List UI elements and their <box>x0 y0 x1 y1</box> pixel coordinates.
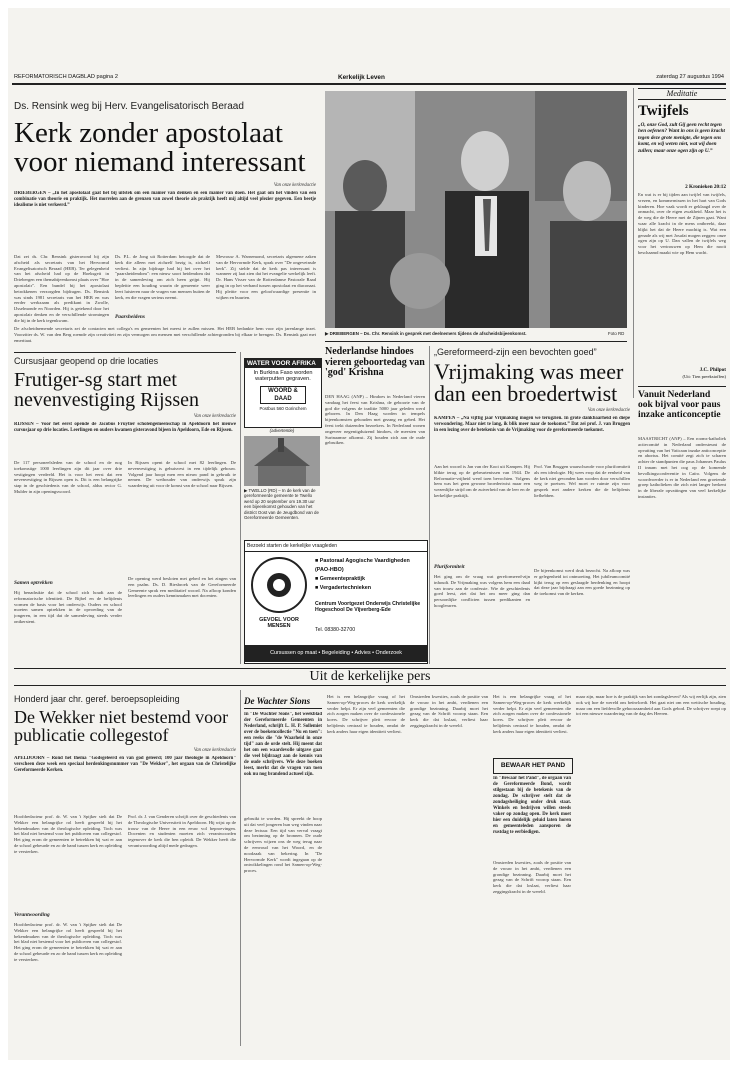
kerkpers-col-5a: Het is een belangrijke vraag of het Samen-op-Weg-proces de kerk werkelijk verder helpt. Er zijn veel gemeenten die zich zorgen maken over de confessionele koers. De schrijver pleit ervoor de belijdenis centraal te houden, omdat de kerk anders haar eigen identiteit verliest. <box>493 694 571 734</box>
frutiger-col-4: De opening werd besloten met gebed en het zingen van een psalm. Ds. D. Biesbroek van de Gereformeerde Gemeente sprak een meditatief woord. Na afloop konden leerlingen en ouders kennismaken met docenten. <box>128 576 236 599</box>
masthead-rule <box>12 83 726 85</box>
wekker-byline: Van onze kerkredactie <box>193 748 236 753</box>
kerkpers-title: Uit de kerkelijke pers <box>309 669 431 684</box>
wekker-intro: APELDOORN – Rond het thema "Godsgeleerd en van god geleerd; 100 jaar theologie in Apeldoorn" verscheen deze week een speciaal herdenkingsnummer van "De Wekker", het orgaan van de Christelijke Gereformeerde Kerken. <box>14 756 236 773</box>
vrijmaking-subhead: Pluriformiteit <box>434 564 465 570</box>
ad-water <box>244 358 322 428</box>
ad-gevoel-items <box>315 557 423 593</box>
meditatie-author-note: (Uit: Tien preekstoffen) <box>682 374 726 379</box>
vrijmaking-byline: Van onze kerkredactie <box>587 408 630 413</box>
lead-byline: Van onze kerkredactie <box>273 183 316 188</box>
twello-photo <box>244 436 320 486</box>
twello-scene <box>244 436 320 486</box>
ad-gevoel-phone: Tel. 08380-32700 <box>315 627 356 633</box>
ad-gevoel-item-1: ■ Pastoraal Agogische Vaardigheden (PAO-HBO) <box>315 558 410 573</box>
frutiger-intro: RIJSSEN – Voor het eerst opende de Jacobus Fruytier scholengemeenschap in Apeldoorn het nieuwe cursusjaar op drie locaties. Leerlingen en ouders kwamen gisteravond bijeen in Apeldoorn, Ede en Rijssen. <box>14 422 236 433</box>
middle-rule <box>325 341 627 342</box>
vrijmaking-headline: Vrijmaking was meer dan een broedertwist <box>434 359 624 406</box>
kerkpers-col-2: gebruikt te worden. Hij spreekt de hoop uit dat veel jongeren hun weg vinden naar deze lectuur. Een tijd van verval vraagt om bezinning op de bronnen. De oude schrijvers wijzen ons de weg terug naar de eenvoud van het Woord, en de noodzaak van bekering. In "De Hervormde Kerk" wordt ingegaan op de ontwikkelingen rond het Samen-op-Weg-proces. <box>244 816 322 874</box>
paper-name: REFORMATORISCH DAGBLAD pagina 2 <box>14 74 118 80</box>
issue-date: zaterdag 27 augustus 1994 <box>656 74 724 80</box>
meditatie-author: J.C. Philpot <box>699 367 726 373</box>
frutiger-rule <box>14 352 236 353</box>
frutiger-col-1: De 117 personeelsleden van de school en de nog toekomstige 1000 leerlingen zijn dit jaar over drie vestigingen verdeeld. Het is voor het eerst dat een nevenvestiging in Rijssen open is. Dit is een belangrijke stap in de geschiedenis van de school, aldus rector G. Mulder in zijn openingswoord. <box>14 460 122 494</box>
ad-water-brand: WOORD & DAAD <box>260 386 306 404</box>
wekker-kicker: Honderd jaar chr. geref. beroepsopleiding <box>14 694 180 704</box>
vrijmaking-kicker: „Gereformeerd-zijn een bevochten goed” <box>434 347 597 357</box>
lead-headline: Kerk zonder apostolaat voor niemand interessant <box>14 117 306 178</box>
ad-water-title: WATER VOOR AFRIKA <box>245 359 321 368</box>
ad-gevoel-item-3: ■ Vergadertechnieken <box>315 585 371 591</box>
lead-photo <box>325 91 627 328</box>
kerkpers-col-1: In "De Wachter Sions", het weekblad der Gereformeerde Gemeenten in Nederland, schrijft L. H. P. Sollemiet over de boekencollectie "Nu en toen": een reeks die "de Waarheid in onze tijd" aan de orde stelt. Hij meent dat het om een waardevolle uitgave gaat die veel bijdraagt aan de kennis van de oude schrijvers. Wie deze boeken leest, merkt dat de vragen van toen ook nu nog brandend actueel zijn. <box>244 712 322 777</box>
wekker-col-3: Hoofdredacteur prof. dr. W. van 't Spijker stelt dat De Wekker een belangrijke rol heeft gespeeld bij het bekendmaken van de theologische opleiding. Toch was het blad niet bestemd voor het publiceren van collegestof. Het ging erom de gemeenten te betrekken bij wat er aan de school gebeurde en zo de band tussen kerk en opleiding te versterken. <box>14 922 122 962</box>
hindoes-body: DEN HAAG (ANP) – Hindoes in Nederland vieren vandaag het feest van Krishna, de geboorte van de god die volgens de traditie 5000 jaar geleden werd geboren. In Den Haag worden in tempels bijeenkomsten gehouden met gezang en gebed. Het feest trekt duizenden bezoekers. In Nederland wonen ongeveer negentigduizend hindoes, de meesten van Surinaamse afkomst. Zij houden zich aan de oude gebruiken. <box>325 394 425 446</box>
frutiger-col-3: In Rijssen opent de school met 82 leerlingen. De nevenvestiging is gehuisvest in een tijdelijk gebouw. Volgend jaar hoopt men een nieuw pand in gebruik te nemen. De wethouder van onderwijs sprak zijn waardering uit voor de komst van de school naar Rijssen. <box>128 460 236 489</box>
lead-intro: DRIEBERGEN – „In het apostolaat gaat het bij uitstek om een manier van denken en een manier van doen. Het gaat om het vinden van een combinatie van theorie en praktijk. Het morrelen aan de grenzen van zowel theorie als praktijk heeft mij altijd veel plezier gegeven. Een beetje idealisme is niet verkeerd.” <box>14 191 316 208</box>
vrijmaking-col-2: Het ging om de vraag wat gereformeerd-zijn inhoudt. De Vrijmaking was volgens hem een daad van trouw aan de confessie. Wie de geschiedenis goed leest, ziet dat het om meer ging dan persoonlijke conflicten tussen predikanten en hoogleraren. <box>434 574 530 608</box>
ad-water-subtitle: In Burkina Faso worden waterputten gegraven. <box>253 370 313 382</box>
lead-subhead: Paarsheidens <box>115 314 145 320</box>
wekker-col-2: Prof. dr. J. van Genderen schrijft over de geschiedenis van de Theologische Universiteit in Apeldoorn. Hij wijst op de trouw van de Heere in een eeuw vol beproevingen. Docenten en studenten moeten zich verantwoorden tegenover de kerk die hen opleidt. De Wekker heeft die verantwoording altijd mede gedragen. <box>128 814 236 848</box>
side-story-headline: Vanuit Nederland ook bijval voor paus inzake anticonceptie <box>638 390 721 420</box>
wekker-subhead: Verantwoording <box>14 912 50 918</box>
kerkpers-col-3: Het is een belangrijke vraag of het Samen-op-Weg-proces de kerk werkelijk verder helpt. Er zijn veel gemeenten die zich zorgen maken over de confessionele koers. De schrijver pleit ervoor de belijdenis centraal te houden, omdat de kerk anders haar eigen identiteit verliest. <box>327 694 405 734</box>
frutiger-subhead: Samen optrekken <box>14 580 53 586</box>
ad-water-address: Postbus 560 Gorinchem <box>259 406 307 411</box>
lead-col-3: Mevrouw A. Warnemond, secretaris algemene zaken van de Hervormde Kerk, sprak over "De ongeveinsde kerk". Zij stelde dat de kerk pas interessant is wanneer zij laat zien dat het evangelie werkelijk leeft. Dr. Hans Visser van de Rotterdamse Pastorale Raad ging in op het verband tussen apostolaat en diaconaat. Hij pleitte voor een geloofwaardige presentie in wijken en buurten. <box>216 254 316 300</box>
meditatie-reference: 2 Kronieken 20:12 <box>685 184 726 190</box>
side-story-rule <box>638 386 726 387</box>
wachter-sions-title: De Wachter Sions <box>244 694 322 709</box>
kerkpers-col-5b: Omstreden kwesties, zoals de positie van de vrouw in het ambt, verdienen een grondige bezinning. Daarbij moet het gezag van de Schrift voorop staan. Een kerk die dat loslaat, verliest haar zeggingskracht in de wereld. <box>493 860 571 894</box>
kerkpers-col-6: maar zijn, maar hoe is de praktijk van het zondagsleven? Als wij eerlijk zijn, zien ook wij hoe de wereld ons beïnvloedt. Het gaat niet om een wettische houding, maar om een liefdevolle gehoorzaamheid aan Gods gebod. De schrijver roept op tot een nieuwe waardering van de dag des Heeren. <box>576 694 726 717</box>
hindoes-headline: Nederlandse hindoes vieren geboortedag van 'god' Krishna <box>325 346 425 378</box>
meditatie-label: Meditatie <box>638 88 726 100</box>
frutiger-kicker: Cursusjaar geopend op drie locaties <box>14 356 159 366</box>
meditatie-body: En wat is er bij tijden aan twijfel van twijfels, vrezen, en kommernissen in het hart van Gods kinderen. Hoe vaak wordt er geklaagd over de onmacht, over de eigen zwakheid. Maar het is de weg die de Heere met de Zijnen gaat. Want waar alle kracht in de mens ontbreekt, daar blijkt het dat de Heere machtig is. Wat een genade als wij met Josafat mogen zeggen: onze ogen zijn op U. Dan vallen de twijfels weg voor het vertrouwen op Hem die nooit beschaamd maakt wie op Hem wacht. <box>638 192 726 255</box>
ad-gevoel-item-2: ■ Gemeentepraktijk <box>315 576 366 582</box>
section-name: Kerkelijk Leven <box>338 74 385 81</box>
bewaar-het-pand-title: BEWAAR HET PAND <box>493 758 573 774</box>
ad-gevoel <box>244 540 428 664</box>
newspaper-page <box>8 8 730 1060</box>
frutiger-byline: Van onze kerkredactie <box>193 414 236 419</box>
kerkpers-divider <box>240 690 241 1046</box>
lead-kicker: Ds. Rensink weg bij Herv. Evangelisatorisch Beraad <box>14 101 244 112</box>
twello-caption: ▶ TWELLO (RD) – In de kerk van de gereformeerde gemeente te Twello werd op 20 september om 19.30 uur een bijeenkomst gehouden van het district Oost van de Jeugdbond van de Gereformeerde Gemeenten. <box>244 488 319 521</box>
lead-col-4: De afscheidnemende secretaris zei de contacten met collega's en gemeenten het meest te zullen missen. Het HEB bedankte hem voor zijn jarenlange inzet. Voorzitter ds. W. van den Berg roemde zijn creativiteit en zijn vermogen om mensen met verschillende achtergronden bij elkaar te brengen. Ds. Rensink gaat met emeritaat. <box>14 326 316 343</box>
vrijmaking-intro: KAMPEN – „Na vijftig jaar Vrijmaking mogen we terugzien. In grote dankbaarheid en diepe verwondering. Maar niet te lang, ik blik meer naar de toekomst.” Dat zei prof. J. van Bruggen in een lezing over de betekenis van de Vrijmaking voor de gereformeerde toekomst. <box>434 416 630 433</box>
ad-gevoel-footer: Cursussen op maat • Begeleiding • Advies • Onderzoek <box>245 645 427 662</box>
lead-photo-caption: ▶ DRIEBERGEN – Ds. Chr. Rensink in gesprek met deelnemers tijdens de afscheidsbijeenkomst. <box>325 331 527 336</box>
lead-photo-credit: Foto RD <box>608 331 625 336</box>
ads-divider <box>240 352 241 664</box>
vrijmaking-col-3: Prof. Van Bruggen waarschuwde voor pluriformiteit als een ideologie. Hij wees erop dat de eenheid van de kerk niet gevonden kan worden door verschillen weg te poetsen. Wel moet er ruimte zijn voor gesprek met andere kerken die de belijdenis liefhebben. <box>534 464 630 498</box>
photo-scene <box>325 91 627 328</box>
side-story-body: MAASTRICHT (ANP) – Een rooms-katholiek actiecomité in Nederland ondersteunt de opvatting van het Vaticaan inzake anticonceptie en abortus. Het comité zegt zich te scharen achter de standpunten die paus Johannes Paulus II innam met het oog op de komende bevolkingsconferentie in Caïro. Volgens de woordvoerder is er in Nederland een groeiende groep katholieken die zich niet langer herkent in de liberale opvattingen van veel kerkelijke instanties. <box>638 436 726 499</box>
gevoel-logo-icon <box>249 555 309 615</box>
ad-gevoel-ring: GEVOEL VOOR MENSEN <box>259 617 299 629</box>
frutiger-col-2: Hij benadrukte dat de school zich houdt aan de reformatorische identiteit. De Bijbel en de belijdenis vormen de basis voor het onderwijs. Ouders en school moeten samen optrekken in de opvoeding van de jongeren, in een tijd dat de samenleving steeds verder ontkerstent. <box>14 590 122 624</box>
meditatie-title: Twijfels <box>638 103 689 119</box>
ad-gevoel-top: Bezoekt starten de kerkelijke vraagleden <box>245 541 427 552</box>
lead-col-2: Ds. P.L. de Jong uit Rotterdam betoogde dat de kerk die alleen met zichzelf bezig is, zichzelf verliest. In zijn bijdrage had hij het over het "paarsheidendom": een nieuw soort heidendom dat in de samenleving om zich heen grijpt. Hij bepleitte een houding waarin de gemeente weer leert luisteren naar de vragen van mensen buiten de kerk, en die vragen serieus neemt. <box>115 254 210 300</box>
ad-gevoel-school: Centrum Voortgezet Onderwijs Christelijke Hogeschool De Vijverberg-Ede <box>315 601 421 614</box>
kerkpers-banner <box>14 668 726 686</box>
wekker-headline: De Wekker niet bestemd voor publicatie collegestof <box>14 707 229 745</box>
kerkpers-col-5: In "Bewaar het Pand", de orgaan van de Gereformeerde Bond, wordt stilgestaan bij de betekenis van de zondag. De schrijver stelt dat de zondagsheiliging onder druk staat. Winkels en bedrijven willen steeds vaker op zondag open. De kerk moet hier een duidelijk geluid laten horen en gemeenteleden aansporen de rustdag te eerbiedigen. <box>493 776 571 835</box>
lead-col-1: Dat zei ds. Chr. Rensink gisteravond bij zijn afscheid als secretaris van het Hervormd Evangelisatorisch Beraad (HEB). Ter gelegenheid van het afscheid had op de Hoeksgeit in Driebergen een themabijeenkomst plaats over "Hoe apostolair". Een bundel bij het apostolaat betrokkenen verzorgden bijdragen. Ds. Rensink was sinds 1981 secretaris van het HEB en was eerder werkzaam als predikant in Zwolle, IJsselmonde en Noorden. Hij is getekend door het apostolair denken en de verschillende stromingen die hij in de kerk tegenkwam. <box>14 254 109 323</box>
wekker-col-1: Hoofdredacteur prof. dr. W. van 't Spijker stelt dat De Wekker een belangrijke rol heeft gespeeld bij het bekendmaken van de theologische opleiding. Toch was het blad niet bestemd voor het publiceren van collegestof. Het ging erom de gemeenten te betrekken bij wat er aan de school gebeurde en zo de band tussen kerk en opleiding te versterken. <box>14 814 122 854</box>
ad-label: (advertentie) <box>269 428 295 433</box>
meditatie-divider <box>633 88 634 398</box>
meditatie-quote: „O, onze God, zult Gij geen recht tegen hen oefenen? Want in ons is geen kracht tegen deze grote menigte, die tegen ons komt, en wij weten niet, wat wij doen zullen; maar onze ogen zijn op U.” <box>638 122 725 154</box>
frutiger-headline: Frutiger-sg start met nevenvestiging Rijssen <box>14 369 199 411</box>
kerkpers-col-4: Omstreden kwesties, zoals de positie van de vrouw in het ambt, verdienen een grondige bezinning. Daarbij moet het gezag van de Schrift voorop staan. Een kerk die dat loslaat, verliest haar zeggingskracht in de wereld. <box>410 694 488 728</box>
vrijmaking-col-4: De bijeenkomst werd druk bezocht. Na afloop was er gelegenheid tot ontmoeting. Het jubileumcomité kijkt terug op een geslaagde herdenking en hoopt dat deze jaar bijdraagt aan een goede bezinning op de toekomst van de kerken. <box>534 568 630 597</box>
vrijmaking-col-1: Aan het woord is Jan van der Kooi uit Kampen. Hij blikte terug op de gebeurtenissen van 1944. De Reformatie-vrijheid werd toen bevochten. Volgens hem was het geen gewone broedertwist maar een wezenlijke strijd om de zuiverheid van de leer en de kerkelijke praktijk. <box>434 464 530 498</box>
vrijmaking-divider <box>429 346 430 664</box>
